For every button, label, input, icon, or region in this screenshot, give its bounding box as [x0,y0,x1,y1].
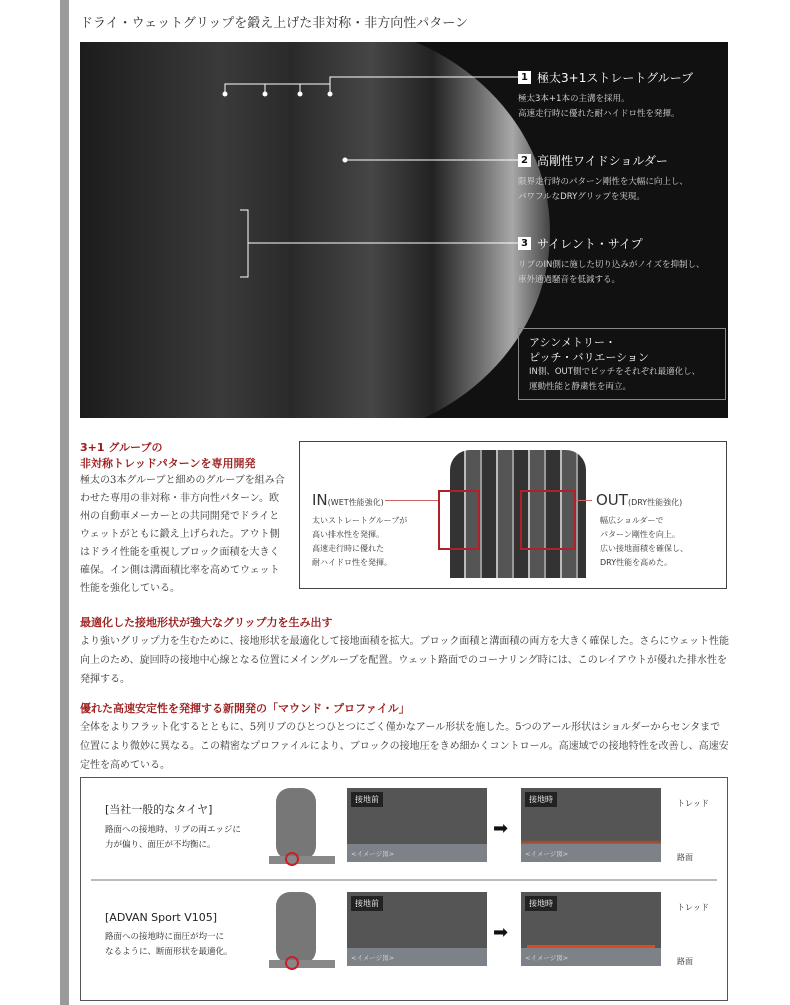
image-note: <イメージ図> [347,948,487,966]
image-note: <イメージ図> [521,844,661,862]
feature-title: サイレント・サイプ [537,237,643,251]
diagram-row-advan [81,892,729,992]
mound-profile-section [80,700,730,775]
in-line-text: 高い排水性を発揮。 [312,530,384,539]
feature-text: 高速走行時に優れた耐ハイドロ性を発揮。 [518,109,680,119]
feature-2 [518,152,688,205]
row-label: [ADVAN Sport V105] [105,911,218,924]
contact-shape-section [80,614,730,689]
row-text: 路面への接地時に面圧が均一に [105,932,225,942]
feature-text: 限界走行時のパターン剛性を大幅に向上し、 [518,177,688,187]
in-highlight-box [438,490,480,550]
asym-title: アシンメトリー・ [529,336,616,349]
feature-text: 極太3本+1本の主溝を採用。 [518,94,630,104]
contact-circle [285,852,299,866]
ground [269,960,335,968]
in-line [385,500,438,501]
out-line-text: 幅広ショルダーで [600,516,664,525]
ground [269,856,335,864]
side-strip [60,0,69,1005]
out-text [600,514,688,570]
after-tag: 接地時 [525,896,557,911]
out-line-text: 広い接地面積を確保し、 [600,544,688,553]
feature-number: 2 [518,154,531,167]
road-label: 路面 [677,853,693,862]
row-text: なるように、断面形状を最適化。 [105,947,233,957]
out-line [576,500,592,501]
out-title: OUT [596,491,628,509]
after-panel [521,892,661,966]
feature-number: 1 [518,71,531,84]
arrow-right-icon: ➡ [493,818,509,839]
tread-label: トレッド [677,903,709,912]
feature-text: 車外通過騒音を低減する。 [518,275,621,285]
asym-text: 運動性能と静粛性を両立。 [529,382,632,392]
out-line-text: パターン剛性を向上。 [600,530,680,539]
image-note: <イメージ図> [521,948,661,966]
section-body: 全体をよりフラット化するとともに、5列リブのひとつひとつにごく僅かなアール形状を施した。5つのアール形状はショルダーからセンタまで位置により微妙に異なる。この精密なプロファイルにより、ブロックの接地圧をきめ細かくコントロール。高速域での接地特性を改善し、高速安定性を高めている。 [80,722,729,771]
after-panel [521,788,661,862]
feature-text: リブのIN側に施した切り込みがノイズを抑制し、 [518,260,705,270]
tire-side-icon [276,892,316,964]
diagram-row-conventional [81,788,729,888]
asymmetric-pitch-box [518,328,726,400]
out-sub: (DRY性能強化) [627,498,683,507]
feature-title: 高剛性ワイドショルダー [537,154,668,168]
feature-title: 極太3+1ストレートグルーブ [537,71,694,85]
lead-heading: 3+1 グルーブの [80,441,163,454]
feature-3 [518,235,705,288]
arrow-right-icon: ➡ [493,922,509,943]
feature-1 [518,69,693,122]
out-highlight-box [520,490,576,550]
section-body: より強いグリップ力を生むために、接地形状を最適化して接地面積を拡大。ブロック面積と溝面積の両方を大きく確保した。さらにウェット性能向上のため、旋回時の接地中心線となる位置にメイングルーブを配置。ウェット路面でのコーナリング時には、このレイアウトが優れた排水性を発揮する。 [80,636,729,685]
in-text [312,514,407,570]
feature-number: 3 [518,237,531,250]
after-tag: 接地時 [525,792,557,807]
lead-heading: 非対称トレッドパターンを専用開発 [80,457,256,470]
in-line-text: 高速走行時に優れた [312,544,384,553]
feature-text: パワフルなDRYグリップを実現。 [518,192,645,202]
in-line-text: 太いストレートグルーブが [312,516,408,525]
image-note: <イメージ図> [347,844,487,862]
tire-side-icon [276,788,316,860]
out-label [596,490,682,509]
lead-body: 極太の3本グルーブと細めのグルーブを組み合わせた専用の非対称・非方向性パターン。欧州の自動車メーカーとの共同開発でドライとウェットがともに鍛え上げられた。アウト側はドライ性能を重視しブロック面積を大きく確保。イン側は溝面積比率を高めてウェット性能を強化している。 [80,475,285,594]
before-tag: 接地前 [351,896,383,911]
asym-text: IN側、OUT側でピッチをそれぞれ最適化し、 [529,367,701,377]
in-out-diagram [299,441,727,589]
row-label: [当社一般的なタイヤ] [105,803,213,816]
before-tag: 接地前 [351,792,383,807]
page-title: ドライ・ウェットグリップを鍛え上げた非対称・非方向性パターン [80,16,469,31]
contact-circle [285,956,299,970]
before-panel [347,892,487,966]
before-panel [347,788,487,862]
contact-pressure-diagram [80,777,728,1001]
section-heading: 最適化した接地形状が強大なグリップ力を生み出す [80,616,333,629]
tire-hero-image [80,42,728,418]
out-line-text: DRY性能を高めた。 [600,558,673,567]
tread-label: トレッド [677,799,709,808]
row-text: 路面への接地時、リブの両エッジに [105,825,241,835]
row-text: 力が偏り、面圧が不均衡に。 [105,840,216,850]
lead-section [80,440,286,598]
section-heading: 優れた高速安定性を発揮する新開発の「マウンド・プロファイル」 [80,702,410,715]
road-label: 路面 [677,957,693,966]
in-line-text: 耐ハイドロ性を発揮。 [312,558,392,567]
in-label [312,490,384,509]
asym-title: ピッチ・バリエーション [529,351,649,364]
in-sub: (WET性能強化) [327,498,384,507]
in-title: IN [312,491,328,509]
